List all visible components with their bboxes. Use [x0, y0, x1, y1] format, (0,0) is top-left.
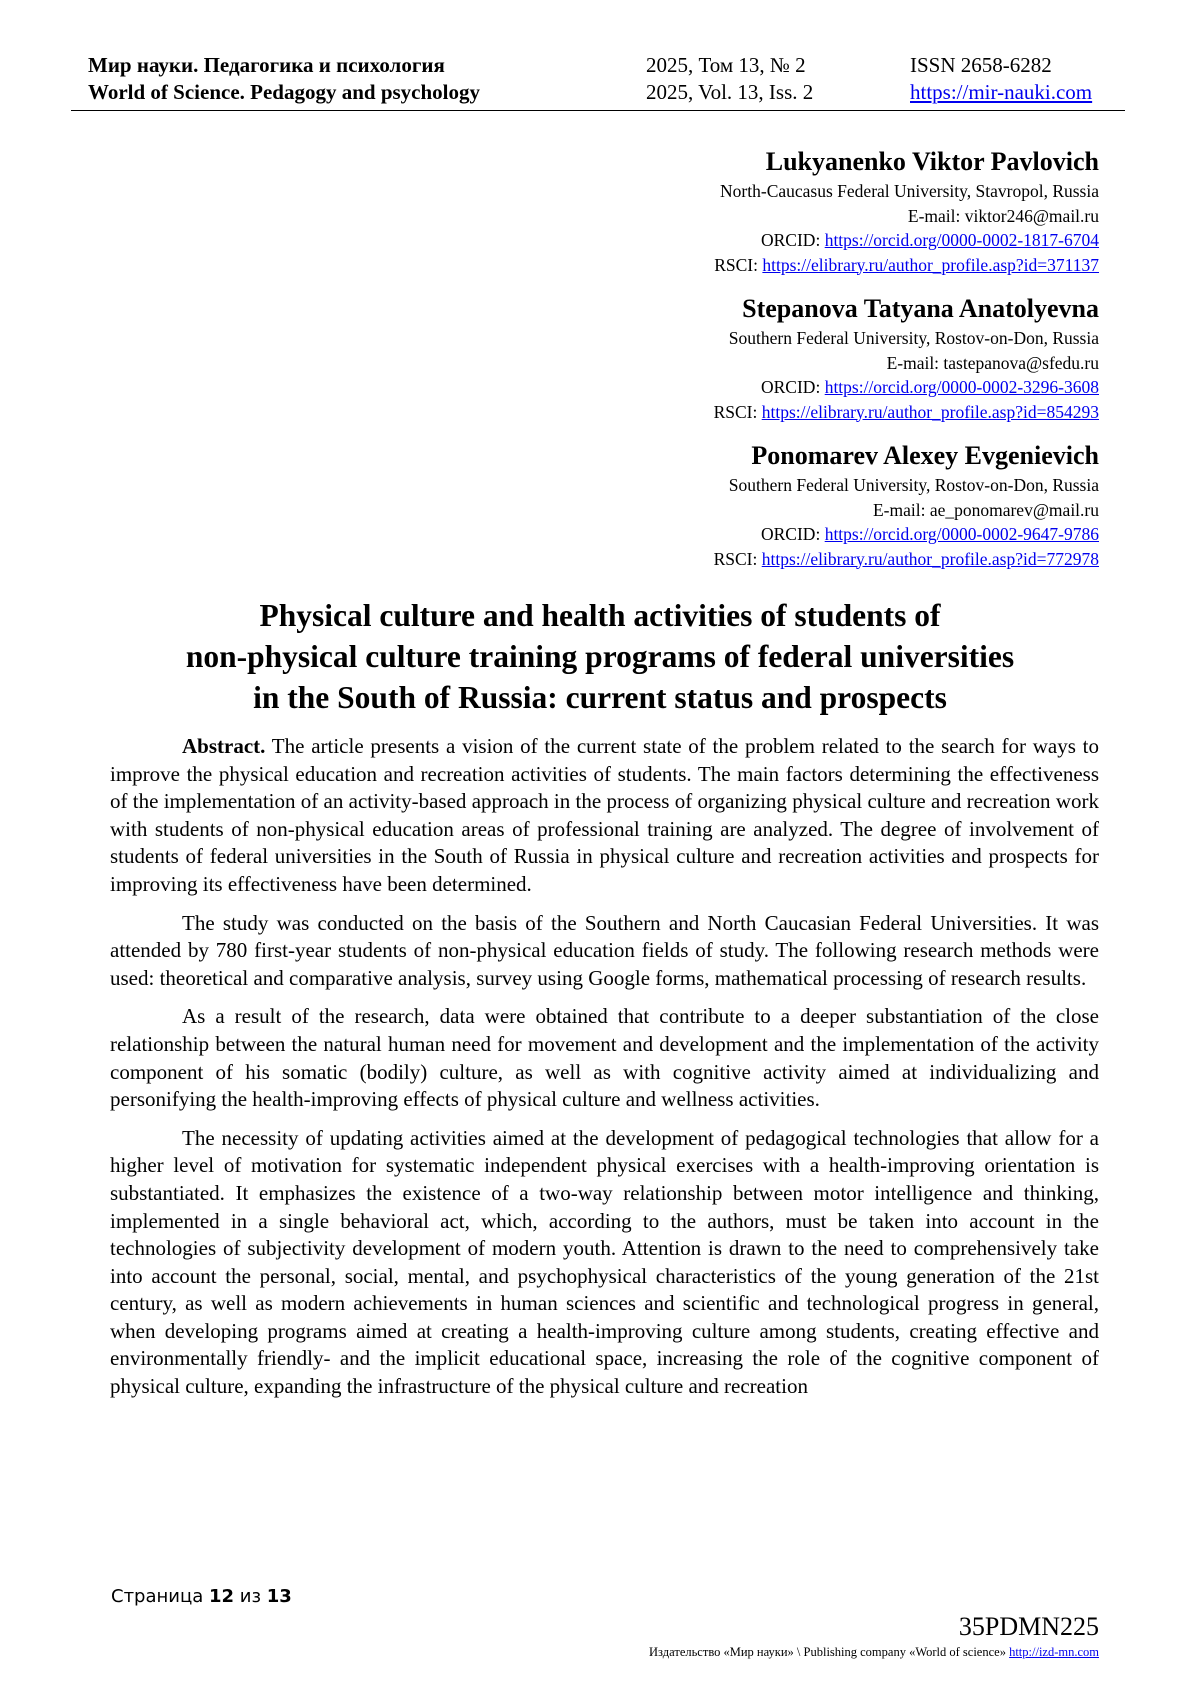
author-2: [399, 292, 1099, 424]
author-name: Stepanova Tatyana Anatolyevna: [742, 294, 1099, 323]
author-orcid-line: [399, 375, 1099, 400]
author-name: Lukyanenko Viktor Pavlovich: [765, 147, 1099, 176]
header-rule: [71, 110, 1125, 111]
page-prefix: Страница: [111, 1586, 209, 1607]
orcid-link[interactable]: https://orcid.org/0000-0002-3296-3608: [824, 377, 1099, 397]
orcid-label: ORCID:: [761, 524, 825, 544]
issue-info-en: 2025, Vol. 13, Iss. 2: [646, 80, 814, 104]
title-line: Physical culture and health activities of students of: [259, 598, 941, 633]
rsci-link[interactable]: https://elibrary.ru/author_profile.asp?id=772978: [761, 548, 1099, 569]
email-label: E-mail:: [886, 352, 944, 373]
author-affiliation: North-Caucasus Federal University, Stavropol, Russia: [720, 181, 1099, 201]
body-paragraph: As a result of the research, data were obtained that contribute to a deeper substantiation of the close relationship between the natural human need for movement and development and the implementation of the activity component of his somatic (bodily) culture, as well as with cognitive activity aimed at individualizing and personifying the health-improving effects of physical culture and wellness activities.: [110, 1004, 1099, 1112]
author-email: ae_ponomarev@mail.ru: [929, 499, 1099, 520]
rsci-link[interactable]: https://elibrary.ru/author_profile.asp?id=854293: [761, 401, 1099, 422]
abstract-paragraph: [110, 733, 1099, 899]
author-affiliation: Southern Federal University, Rostov-on-Don, Russia: [728, 328, 1099, 348]
author-3: [399, 439, 1099, 571]
author-orcid-line: [399, 522, 1099, 547]
rsci-label: RSCI:: [713, 548, 762, 569]
journal-title-en: World of Science. Pedagogy and psychology: [88, 80, 481, 104]
article-title: [100, 595, 1100, 718]
authors-block: [399, 145, 1099, 586]
running-header: [88, 52, 1126, 112]
author-email-line: [399, 351, 1099, 376]
orcid-link[interactable]: https://orcid.org/0000-0002-9647-9786: [824, 524, 1099, 544]
email-label: E-mail:: [872, 499, 930, 520]
author-email-line: [399, 204, 1099, 229]
author-rsci-line: [399, 400, 1099, 425]
author-rsci-line: [399, 253, 1099, 278]
author-email: tastepanova@sfedu.ru: [943, 352, 1099, 373]
email-label: E-mail:: [907, 205, 965, 226]
journal-title: [88, 52, 480, 106]
abstract-label: Abstract.: [182, 734, 266, 758]
orcid-label: ORCID:: [761, 377, 825, 397]
publisher-line: [649, 1644, 1099, 1660]
article-body: [110, 733, 1099, 1412]
body-paragraph: The study was conducted on the basis of the Southern and North Caucasian Federal Universities. It was attended by 780 first-year students of non-physical education fields of study. The following research methods were used: theoretical and comparative analysis, survey using Google forms, mathematical processing of research results.: [110, 910, 1099, 990]
orcid-label: ORCID:: [761, 230, 825, 250]
page-current: 12: [208, 1586, 235, 1607]
page-number: [111, 1585, 292, 1609]
author-affiliation: Southern Federal University, Rostov-on-Don, Russia: [728, 475, 1099, 495]
title-line: in the South of Russia: current status and prospects: [253, 680, 947, 715]
author-1: [399, 145, 1099, 277]
title-line: non-physical culture training programs of federal universities: [185, 639, 1015, 674]
rsci-label: RSCI:: [714, 254, 763, 275]
issn: ISSN 2658-6282: [910, 53, 1052, 77]
author-email-line: [399, 498, 1099, 523]
journal-site-link[interactable]: https://mir-nauki.com: [910, 80, 1093, 104]
issue-info-ru: 2025, Том 13, № 2: [646, 53, 806, 77]
publisher-link[interactable]: http://izd-mn.com: [1009, 1645, 1099, 1659]
author-orcid-line: [399, 228, 1099, 253]
issn-block: [910, 52, 1092, 106]
body-paragraph: The necessity of updating activities aimed at the development of pedagogical technologies that allow for a higher level of motivation for systematic independent physical exercises with a health-improving orientation is substantiated. It emphasizes the existence of a two-way relationship between motor intelligence and thinking, implemented in a single behavioral act, which, according to the authors, must be taken into account in the technologies of subjectivity development of modern youth. Attention is drawn to the need to comprehensively take into account the personal, social, mental, and psychophysical characteristics of the young generation of the 21st century, as well as modern achievements in human sciences and scientific and technological progress in general, when developing programs aimed at creating a health-improving culture among students, creating effective and environmentally friendly- and the implicit educational space, increasing the role of the cognitive component of physical culture, expanding the infrastructure of the physical culture and recreation: [110, 1125, 1099, 1399]
rsci-label: RSCI:: [713, 401, 762, 422]
author-rsci-line: [399, 547, 1099, 572]
rsci-link[interactable]: https://elibrary.ru/author_profile.asp?id=371137: [762, 254, 1099, 275]
article-code: 35PDMN225: [958, 1612, 1099, 1641]
orcid-link[interactable]: https://orcid.org/0000-0002-1817-6704: [824, 230, 1099, 250]
abstract-text: The article presents a vision of the current state of the problem related to the search for ways to improve the physical education and recreation activities of students. The main factors determining the effectiveness of the implementation of an activity-based approach in the process of organizing physical culture and recreation work with students of non-physical education areas of professional training are analyzed. The degree of involvement of students of federal universities in the South of Russia in physical culture and recreation activities and prospects for improving its effectiveness have been determined.: [110, 734, 1099, 896]
page-total: 13: [266, 1586, 292, 1607]
issue-info: [646, 52, 813, 106]
author-email: viktor246@mail.ru: [964, 205, 1099, 226]
journal-title-ru: Мир науки. Педагогика и психология: [88, 53, 445, 77]
publisher-text: Издательство «Мир науки» \ Publishing company «World of science»: [649, 1645, 1010, 1659]
author-name: Ponomarev Alexey Evgenievich: [751, 441, 1099, 470]
page-middle: из: [234, 1586, 267, 1607]
